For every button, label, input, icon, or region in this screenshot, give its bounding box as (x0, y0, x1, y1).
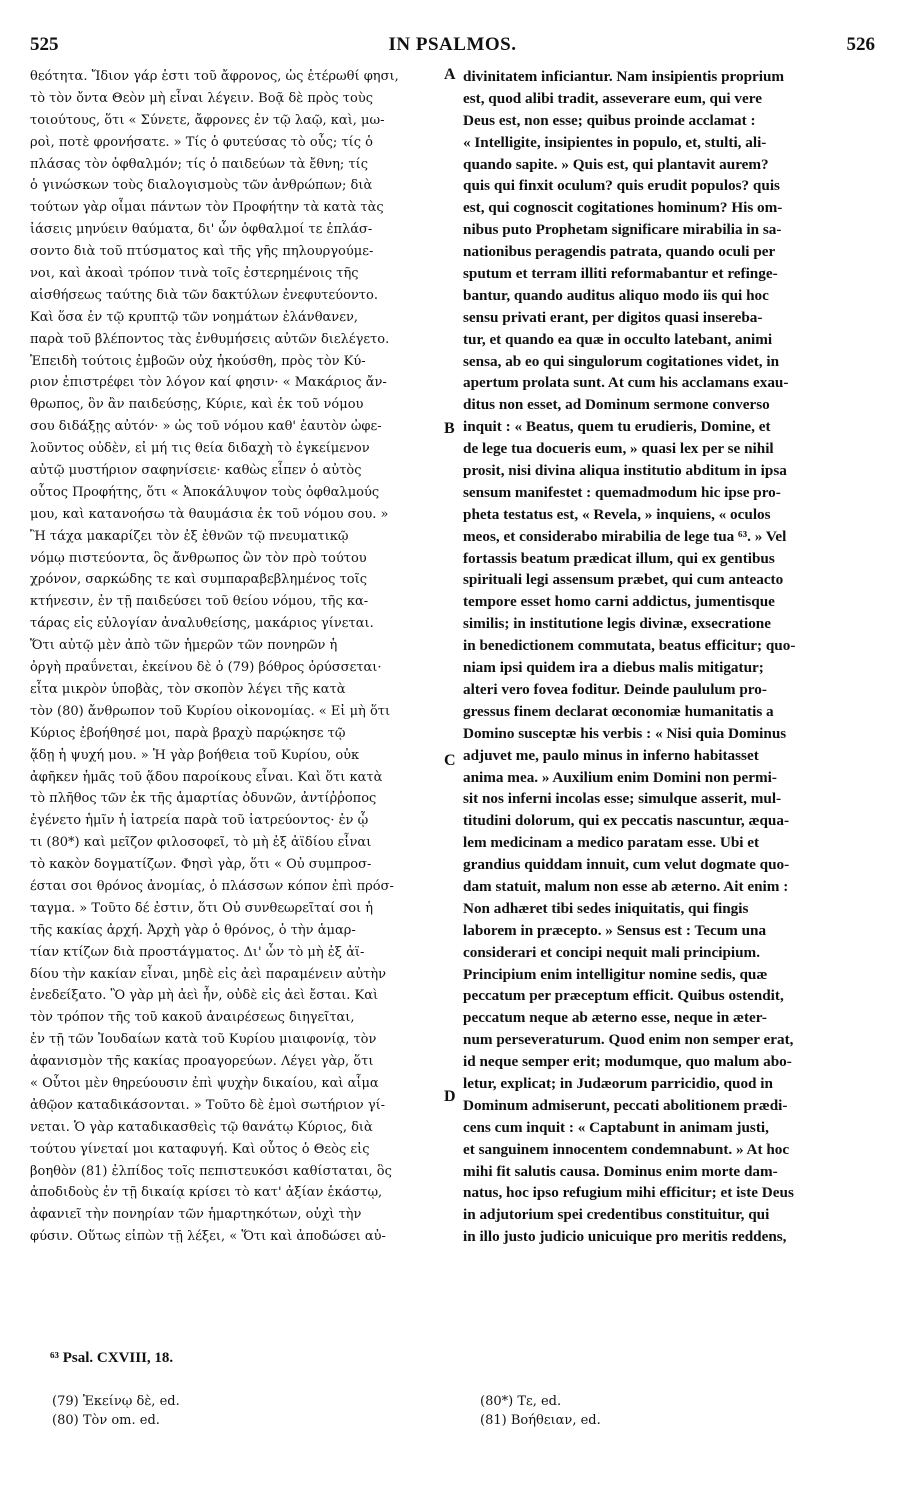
text-line: alteri vero fovea foditur. Deinde paululum pro- (463, 680, 767, 698)
text-line: id neque semper erit; modumque, quo malum abo- (463, 1053, 792, 1071)
text-line: τούτων γὰρ οἶμαι πάντων τὸν Προφήτην τὰ κατὰ τὰς (30, 200, 384, 216)
text-line: « Οὗτοι μὲν θηρεύουσιν ἐπὶ ψυχὴν δικαίου, καὶ αἷμα (30, 1075, 379, 1091)
text-line: αἰσθήσεως ταύτης διὰ τῶν δακτύλων ἐνεφυτεύοντο. (30, 287, 378, 303)
text-line: τάρας εἰς εὐλογίαν ἀναλυθείσης, μακάριος γίνεται. (30, 616, 374, 632)
text-line: tur, et quando ea quæ in occulto latebant, animi (463, 330, 773, 348)
text-line: nationibus peragendis patrata, quando oculi per (463, 243, 776, 261)
text-line: adjuvet me, paulo minus in inferno habitasset (463, 746, 759, 764)
text-line: θρωπος, ὃν ἂν παιδεύσῃς, Κύριε, καὶ ἐκ τοῦ νόμου (30, 397, 364, 413)
text-line: peccatum per præceptum efficit. Quibus ostendit, (463, 987, 784, 1005)
text-line: τῆς κακίας ἀρχή. Ἀρχὴ γὰρ ὁ θρόνος, ὁ τὴν ἁμαρ- (30, 922, 356, 938)
text-line: tempore esset homo carni addictus, jumentisque (463, 593, 775, 611)
text-line: ἀφανιεῖ τὴν πονηρίαν τῶν ἡμαρτηκότων, οὐχὶ τὴν (30, 1207, 362, 1223)
page-number-left: 525 (30, 34, 59, 55)
text-line: πλάσας τὸν ὀφθαλμόν; τίς ὁ παιδεύων τὰ ἔθνη; τίς (30, 156, 369, 172)
text-line: fortassis beatum prædicat illum, qui ex gentibus (463, 549, 775, 567)
text-line: Ὅτι αὐτῷ μὲν ἀπὸ τῶν ἡμερῶν τῶν πονηρῶν ἡ (30, 638, 338, 654)
text-line: τι (80*) καὶ μεῖζον φιλοσοφεῖ, τὸ μὴ ἐξ ἀϊδίου εἶναι (30, 835, 372, 851)
text-line: τοιούτους, ὅτι « Σύνετε, ἄφρονες ἐν τῷ λαῷ, καὶ, μω- (30, 112, 385, 128)
text-line: νόμῳ πιστεύοντα, ὃς ἄνθρωπος ὢν τὸν πρὸ τούτου (30, 550, 367, 566)
text-line: αὐτῷ μυστήριον σαφηνίσειε· καθὼς εἶπεν ὁ αὐτὸς (30, 463, 362, 479)
text-line: ᾅδῃ ἡ ψυχή μου. » Ἡ γὰρ βοήθεια τοῦ Κυρίου, οὐκ (30, 747, 360, 763)
greek-column (30, 66, 440, 1248)
text-line: nibus puto Prophetam significare mirabilia in sa- (463, 221, 782, 239)
text-line: similis; in institutione legis divinæ, exsecratione (463, 615, 771, 633)
text-line: titudini dolorum, qui ex peccatis nascuntur, æqua- (463, 812, 790, 830)
text-line: sensa, ab eo qui singulorum cogitationes videt, in (463, 352, 780, 370)
text-line: num perseveraturum. Quod enim non semper erat, (463, 1031, 794, 1049)
text-line: κτήνεσιν, ἐν τῇ παιδεύσει τοῦ θείου νόμου, τῆς κα- (30, 594, 369, 610)
text-line: ἰάσεις μηνύειν θαύματα, δι' ὧν ὀφθαλμοί τε ἐπλάσ- (30, 222, 373, 238)
text-line: εἶτα μικρὸν ὑποβὰς, τὸν σκοπὸν λέγει τῆς κατὰ (30, 681, 346, 697)
text-line: τίαν κτίζων διὰ προστάγματος. Δι' ὧν τὸ μὴ ἐξ ἀϊ- (30, 944, 365, 960)
text-line: meos, et considerabo mirabilia de lege tua ⁶³. » Vel (463, 527, 787, 545)
section-marker-a: A (444, 66, 456, 83)
text-line: ὁ γινώσκων τοὺς διαλογισμοὺς τῶν ἀνθρώπων; διὰ (30, 178, 373, 194)
text-line: gressus finem declarat œconomiæ humanitatis a (463, 702, 774, 720)
footnote: ⁶³ Psal. CXVIII, 18. (50, 1350, 174, 1366)
text-line: peccatum neque ab æterno esse, neque in æter- (463, 1009, 767, 1027)
text-line: in adjutorium spei credentibus constituitur, qui (463, 1206, 770, 1224)
text-line: ἐγένετο ἡμῖν ἡ ἰατρεία παρὰ τοῦ ἰατρεύοντος· ἐν ᾧ (30, 813, 369, 829)
text-line: Principium enim intelligitur nomine sedis, quæ (463, 965, 768, 983)
text-line: σου διδάξῃς αὐτόν· » ὡς τοῦ νόμου καθ' ἑαυτὸν ὠφε- (30, 419, 382, 435)
text-line: mihi fit salutis causa. Dominus enim morte dam- (463, 1162, 778, 1180)
text-line: φύσιν. Οὕτως εἰπὼν τῇ λέξει, « Ὅτι καὶ ἀποδώσει αὐ- (30, 1229, 386, 1245)
text-line: ὀργὴ πραΰνεται, ἐκείνου δὲ ὁ (79) βόθρος ὀρύσσεται· (30, 660, 382, 676)
latin-column (463, 66, 873, 1248)
text-line: ἀποδιδοὺς ἐν τῇ δικαίᾳ κρίσει τὸ κατ' ἀξίαν ἑκάστῳ, (30, 1185, 383, 1201)
text-line: ριον ἐπιστρέφει τὸν λόγον καί φησιν· « Μακάριος ἄν- (30, 375, 387, 391)
text-line: τὸν (80) ἄνθρωπον τοῦ Κυρίου οἰκονομίας. « Εἰ μὴ ὅτι (30, 703, 391, 719)
text-line: sit nos inferni incolas esse; simulque asserit, mul- (463, 790, 782, 808)
text-line: cens cum inquit : « Captabunt in animam justi, (463, 1118, 769, 1136)
text-line: σοντο διὰ τοῦ πτύσματος καὶ τῆς γῆς πηλουργούμε- (30, 244, 374, 260)
text-line: Ἢ τάχα μακαρίζει τὸν ἐξ ἐθνῶν τῷ πνευματικῷ (30, 528, 349, 544)
text-line: ἀθῷον καταδικάσονται. » Τοῦτο δὲ ἐμοὶ σωτήριον γί- (30, 1097, 386, 1113)
text-line: et sanguinem innocentem condemnabunt. » At hoc (463, 1140, 790, 1158)
text-line: έσται σοι θρόνος ἀνομίας, ὁ πλάσσων κόπον ἐπὶ πρόσ- (30, 878, 394, 894)
text-line: ἐν τῇ τῶν Ἰουδαίων κατὰ τοῦ Κυρίου μιαιφονίᾳ, τὸν (30, 1032, 377, 1048)
text-line: in illo justo judicio unicuique pro meritis reddens, (463, 1228, 787, 1246)
variant-reading: (80) Τὸν om. ed. (52, 1413, 160, 1428)
text-line: νοι, καὶ ἀκοαὶ τρόπον τινὰ τοῖς ἐστερημένοις τῆς (30, 266, 359, 282)
page-number-right: 526 (846, 34, 875, 55)
text-line: λοῦντος οὐδὲν, εἰ μή τις θεία διδαχὴ τὸ ἐγκείμενον (30, 441, 370, 457)
text-line: ἐνεδείξατο. Ὃ γὰρ μὴ ἀεὶ ἦν, οὐδὲ εἰς ἀεὶ ἔσται. Καὶ (30, 988, 379, 1004)
text-line: bantur, quando auditus aliquo modo iis qui hoc (463, 286, 769, 304)
text-line: quando sapite. » Quis est, qui plantavit aurem? (463, 155, 769, 173)
text-line: est, quod alibi tradit, asseverare eum, qui vere (463, 89, 762, 107)
text-line: τούτου γίνεταί μοι καταφυγή. Καὶ οὗτος ὁ Θεὸς εἰς (30, 1141, 370, 1157)
text-line: anima mea. » Auxilium enim Domini non permi- (463, 768, 777, 786)
text-line: χρόνον, σαρκώδης τε καὶ συμπαραβεβλημένος τοῖς (30, 572, 367, 588)
text-line: Deus est, non esse; quibus proinde acclamat : (463, 111, 756, 129)
text-line: letur, explicat; in Judæorum parricidio, quod in (463, 1074, 773, 1092)
text-line: Domino susceptæ his verbis : « Nisi quia Dominus (463, 724, 787, 742)
text-line: θεότητα. Ἴδιον γάρ ἐστι τοῦ ἄφρονος, ὡς ἑτέρωθί φησι, (30, 69, 399, 84)
text-line: lem medicinam a medico paratam esse. Ubi et (463, 834, 760, 852)
variant-reading: (80*) Τε, ed. (480, 1394, 562, 1409)
text-line: apertum prolata sunt. At cum his acclamans exau- (463, 374, 789, 392)
text-line: βοηθὸν (81) ἐλπίδος τοῖς πεπιστευκόσι καθίσταται, ὃς (30, 1163, 392, 1179)
text-line: de lege tua docueris eum, » quasi lex per se nihil (463, 440, 774, 458)
text-line: spirituali legi assensum præbet, qui cum anteacto (463, 571, 784, 589)
variant-readings-left (52, 1392, 180, 1430)
text-line: considerari et concipi nequit mali principium. (463, 943, 761, 961)
text-line: niam ipsi quidem ira a diebus malis mitigatur; (463, 659, 764, 677)
text-line: divinitatem inficiantur. Nam insipientis proprium (463, 68, 785, 85)
text-line: οὗτος Προφήτης, ὅτι « Ἀποκάλυψον τοὺς ὀφθαλμούς (30, 484, 380, 500)
text-line: laborem in præcepto. » Sensus est : Tecum una (463, 921, 767, 939)
text-line: ροὶ, ποτὲ φρονήσατε. » Τίς ὁ φυτεύσας τὸ οὖς; τίς ὁ (30, 134, 373, 150)
text-line: ἀφανισμὸν τῆς κακίας προαγορεύων. Λέγει γὰρ, ὅτι (30, 1054, 374, 1070)
variant-reading: (81) Βοήθειαν, ed. (480, 1413, 601, 1428)
variant-reading: (79) Ἐκείνῳ δὲ, ed. (52, 1394, 180, 1409)
text-line: « Intelligite, insipientes in populo, et, stulti, ali- (463, 133, 767, 151)
text-line: sensu privati erant, per digitos quasi insereba- (463, 308, 763, 326)
text-line: natus, hoc ipso refugium mihi efficitur; et iste Deus (463, 1184, 794, 1202)
text-line: inquit : « Beatus, quem tu erudieris, Domine, et (463, 418, 771, 436)
text-line: Dominum admiserunt, peccati abolitionem prædi- (463, 1096, 788, 1114)
text-line: Ἐπειδὴ τούτοις ἐμβοῶν οὐχ ἠκούσθη, πρὸς τὸν Κύ- (30, 353, 366, 369)
text-line: μου, καὶ κατανοήσω τὰ θαυμάσια ἐκ τοῦ νόμου σου. » (30, 506, 389, 522)
text-line: quis qui finxit oculum? quis erudit populos? quis (463, 177, 780, 195)
text-line: pheta testatus est, « Revela, » inquiens, « oculos (463, 505, 771, 523)
text-line: prosit, nisi divina aliqua institutio abditum in ipsa (463, 462, 787, 480)
section-marker-d: D (444, 1088, 456, 1105)
text-line: est, qui cognoscit cogitationes hominum? His om- (463, 199, 783, 217)
page-header (30, 34, 875, 60)
text-line: παρὰ τοῦ βλέποντος τὰς ἐνθυμήσεις αὐτῶν διελέγετο. (30, 331, 390, 347)
section-marker-b: B (444, 420, 455, 437)
text-line: Non adhæret tibi sedes iniquitatis, qui fingis (463, 899, 749, 917)
text-line: ditus non esset, ad Dominum sermone converso (463, 396, 770, 414)
text-line: δίου τὴν κακίαν εἶναι, μηδὲ εἰς ἀεὶ παραμένειν αὐτὴν (30, 966, 387, 982)
text-line: τὸ τὸν ὄντα Θεὸν μὴ εἶναι λέγειν. Βοᾷ δὲ πρὸς τοὺς (30, 90, 374, 106)
running-title: IN PSALMOS. (388, 34, 517, 55)
text-line: τὸ κακὸν δογματίζων. Φησὶ γὰρ, ὅτι « Οὐ συμπροσ- (30, 857, 372, 873)
text-line: sensum manifestet : quemadmodum hic ipse pro- (463, 483, 781, 501)
text-line: νεται. Ὁ γὰρ καταδικασθεὶς τῷ θανάτῳ Κύριος, διὰ (30, 1119, 373, 1135)
text-line: τὸ πλῆθος τῶν ἐκ τῆς ἁμαρτίας ὀδυνῶν, ἀντίῤῥοπος (30, 791, 377, 807)
text-line: τὸν τρόπον τῆς τοῦ κακοῦ ἀναιρέσεως διηγεῖται, (30, 1010, 355, 1026)
text-line: ταγμα. » Τοῦτο δέ ἐστιν, ὅτι Οὐ συνθεωρεῖταί σοι ἡ (30, 900, 374, 916)
section-marker-c: C (444, 752, 456, 769)
text-line: grandius quiddam innuit, cum velut dogmate quo- (463, 856, 790, 874)
text-line: Καὶ ὅσα ἐν τῷ κρυπτῷ τῶν νοημάτων ἐλάνθανεν, (30, 309, 358, 325)
text-line: dam statuit, malum non esse ab æterno. Ait enim : (463, 877, 789, 895)
text-line: ἀφῆκεν ἡμᾶς τοῦ ᾅδου παροίκους εἶναι. Καὶ ὅτι κατὰ (30, 769, 383, 785)
text-line: in benedictionem commutata, beatus efficitur; quo- (463, 637, 796, 655)
text-line: Κύριος ἐβοήθησέ μοι, παρὰ βραχὺ παρῴκησε τῷ (30, 725, 346, 741)
text-line: sputum et terram illiti reformabantur et refinge- (463, 265, 778, 283)
variant-readings-right (480, 1392, 601, 1430)
